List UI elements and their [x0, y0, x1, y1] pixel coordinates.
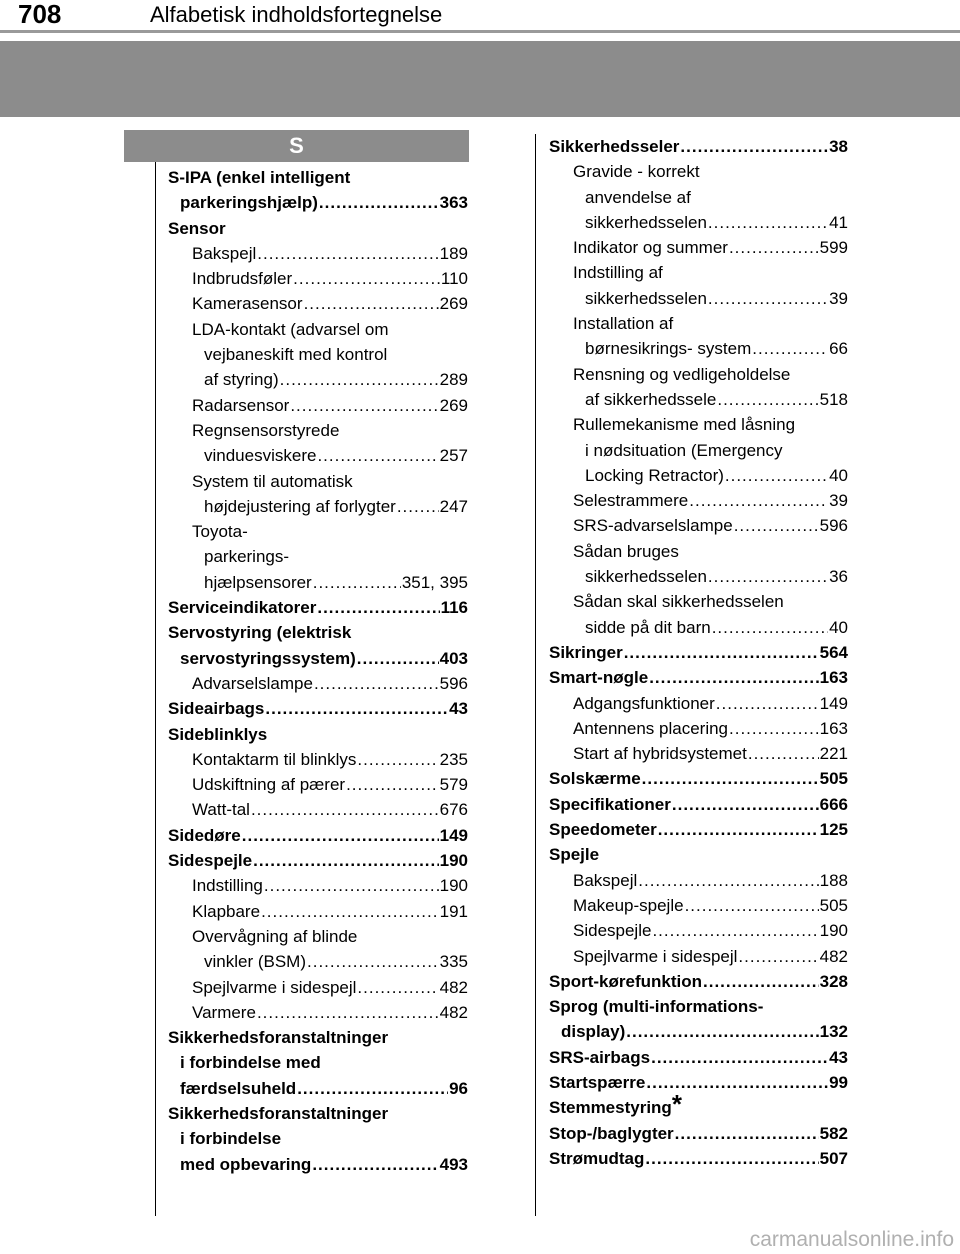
dot-leader	[257, 1000, 439, 1025]
dot-leader	[652, 918, 818, 943]
dot-leader	[638, 868, 818, 893]
dot-leader	[357, 975, 438, 1000]
index-entry	[549, 817, 848, 842]
index-entry	[168, 393, 468, 418]
entry-term: System til automatisk	[192, 471, 353, 491]
dot-leader	[280, 367, 439, 392]
index-entry	[549, 134, 848, 159]
index-entry	[549, 387, 848, 412]
entry-term: vejbaneskift med kontrol	[204, 345, 388, 365]
entry-term: sikkerhedsselen	[585, 567, 707, 587]
index-entry	[549, 716, 848, 741]
index-entry	[168, 975, 468, 1000]
dot-leader	[708, 210, 828, 235]
index-entry	[168, 317, 468, 342]
entry-page-number: 163	[819, 668, 848, 688]
entry-term: Selestrammere	[573, 491, 689, 511]
entry-term: af styring)	[204, 370, 279, 390]
entry-term: Indstilling af	[573, 263, 663, 283]
index-entry	[168, 1152, 468, 1177]
entry-term: vinduesviskere	[204, 446, 317, 466]
entry-page-number: 38	[829, 137, 848, 156]
entry-term: med opbevaring	[180, 1154, 312, 1174]
entry-term: Sådan bruges	[573, 541, 679, 561]
entry-term: parkerings-	[204, 547, 290, 567]
index-entry	[549, 488, 848, 513]
dot-leader	[716, 691, 819, 716]
entry-page-number: 403	[439, 648, 468, 668]
entry-page-number: 505	[819, 769, 848, 789]
index-entry	[168, 342, 468, 367]
index-entry	[549, 1045, 848, 1070]
entry-page-number: 190	[819, 921, 848, 941]
entry-term: Watt-tal	[192, 800, 250, 820]
dot-leader	[712, 615, 828, 640]
entry-term: SRS-airbags	[549, 1047, 651, 1067]
entry-page-number: 132	[819, 1022, 848, 1042]
dot-leader	[680, 134, 828, 159]
dot-leader	[642, 766, 819, 791]
dot-leader	[312, 1152, 438, 1177]
index-entry	[549, 185, 848, 210]
dot-leader	[346, 772, 439, 797]
entry-term: højdejustering af forlygter	[204, 496, 396, 516]
index-entry	[168, 646, 468, 671]
entry-page-number: 596	[439, 673, 468, 693]
index-entry	[549, 362, 848, 387]
dot-leader	[626, 1019, 818, 1044]
index-column-left	[168, 165, 468, 1177]
entry-page-number: 99	[829, 1072, 848, 1092]
index-entry	[549, 210, 848, 235]
entry-term: sikkerhedsselen	[585, 288, 707, 308]
entry-term: Toyota-	[192, 522, 248, 542]
index-entry	[549, 893, 848, 918]
entry-page-number: 582	[819, 1123, 848, 1143]
left-column-rule	[155, 162, 156, 1216]
entry-term: servostyringssystem)	[180, 648, 356, 668]
entry-term: vinkler (BSM)	[204, 952, 307, 972]
dot-leader	[307, 949, 439, 974]
dot-leader	[265, 696, 448, 721]
entry-term: Sidedøre	[168, 825, 241, 845]
index-entry	[549, 412, 848, 437]
dot-leader	[317, 595, 439, 620]
entry-page-number: 116	[440, 598, 468, 618]
entry-page-number: 40	[829, 465, 848, 485]
dot-leader	[357, 747, 438, 772]
entry-page-number: 269	[439, 294, 468, 314]
entry-term: display)	[561, 1022, 626, 1042]
index-entry	[549, 286, 848, 311]
entry-page-number: 596	[819, 516, 848, 536]
entry-term: børnesikrings- system	[585, 339, 752, 359]
entry-term: Radarsensor	[192, 395, 290, 415]
entry-term: Kamerasensor	[192, 294, 303, 314]
entry-term: Sikkerhedsforanstaltninger	[168, 1103, 389, 1123]
dot-leader	[752, 336, 828, 361]
entry-term: færdselsuheld	[180, 1078, 297, 1098]
index-entry	[168, 494, 468, 519]
entry-term: Varmere	[192, 1002, 256, 1022]
entry-term: SRS-advarselslampe	[573, 516, 733, 536]
index-entry	[549, 615, 848, 640]
entry-page-number: 257	[439, 446, 468, 466]
dot-leader	[624, 640, 819, 665]
index-entry	[168, 241, 468, 266]
entry-term: Stop-/baglygter	[549, 1123, 674, 1143]
entry-term: Adgangsfunktioner	[573, 693, 715, 713]
entry-page-number: 96	[449, 1078, 468, 1098]
entry-page-number: 579	[439, 775, 468, 795]
entry-term: Indstilling	[192, 876, 263, 896]
dot-leader	[729, 716, 819, 741]
entry-term: S-IPA (enkel intelligent	[168, 168, 351, 187]
index-column-right	[549, 134, 848, 1171]
index-entry	[549, 235, 848, 260]
entry-term: Klapbare	[192, 901, 261, 921]
dot-leader	[357, 646, 439, 671]
entry-page-number: 676	[439, 800, 468, 820]
index-entry	[168, 1050, 468, 1075]
index-entry	[168, 1126, 468, 1151]
index-entry	[168, 823, 468, 848]
entry-term: Strømudtag	[549, 1148, 645, 1168]
entry-page-number: 190	[439, 876, 468, 896]
index-entry	[549, 260, 848, 285]
index-entry	[549, 159, 848, 184]
entry-page-number: 363	[439, 193, 468, 213]
dot-leader	[397, 494, 439, 519]
index-entry	[549, 691, 848, 716]
index-entry	[549, 438, 848, 463]
entry-page-number: 43	[449, 699, 468, 719]
entry-term: Kontaktarm til blinklys	[192, 749, 357, 769]
index-entry	[168, 418, 468, 443]
entry-page-number: 269	[439, 395, 468, 415]
index-entry	[549, 463, 848, 488]
dot-leader	[651, 1045, 828, 1070]
entry-term: Sprog (multi-informations-	[549, 997, 764, 1017]
entry-page-number: 163	[819, 718, 848, 738]
index-entry	[168, 367, 468, 392]
entry-page-number: 36	[829, 567, 848, 587]
dot-leader	[261, 899, 439, 924]
index-entry	[168, 722, 468, 747]
dot-leader	[675, 1121, 819, 1146]
entry-term: Sikringer	[549, 642, 623, 662]
index-entry	[168, 519, 468, 544]
entry-page-number: 564	[819, 642, 848, 662]
index-entry	[168, 1000, 468, 1025]
entry-term: Spejlvarme i sidespejl	[573, 946, 738, 966]
entry-term: LDA-kontakt (advarsel om	[192, 319, 389, 339]
dot-leader	[293, 266, 440, 291]
index-entry	[168, 899, 468, 924]
entry-term: Advarselslampe	[192, 673, 313, 693]
index-entry	[549, 539, 848, 564]
entry-term: Serviceindikatorer	[168, 598, 317, 618]
entry-page-number: 328	[819, 971, 848, 991]
entry-page-number: 235	[439, 749, 468, 769]
entry-term: Indbrudsføler	[192, 269, 293, 289]
dot-leader	[729, 235, 819, 260]
middle-column-rule	[535, 134, 536, 1216]
index-entry	[549, 336, 848, 361]
entry-term: anvendelse af	[585, 187, 691, 207]
index-entry	[549, 1019, 848, 1044]
index-entry	[168, 848, 468, 873]
index-entry	[168, 949, 468, 974]
index-entry	[168, 544, 468, 569]
dot-leader	[703, 969, 819, 994]
dot-leader	[317, 443, 438, 468]
entry-page-number: 189	[439, 243, 468, 263]
index-entry	[168, 772, 468, 797]
index-entry	[549, 665, 848, 690]
index-entry: Stemmestyring *	[549, 1089, 682, 1120]
entry-page-number: 149	[819, 693, 848, 713]
index-entry	[549, 311, 848, 336]
dot-leader	[708, 286, 828, 311]
index-entry	[168, 190, 468, 215]
index-entry	[549, 766, 848, 791]
entry-term: Gravide - korrekt	[573, 162, 700, 182]
index-entry	[168, 797, 468, 822]
index-entry	[549, 969, 848, 994]
index-entry	[168, 620, 468, 645]
header-band	[0, 41, 960, 117]
entry-term: Sideblinklys	[168, 724, 268, 744]
dot-leader	[717, 387, 818, 412]
dot-leader	[645, 1146, 818, 1171]
entry-page-number: 666	[819, 794, 848, 814]
entry-term: sidde på dit barn	[585, 617, 711, 637]
entry-term: Sikkerhedsforanstaltninger	[168, 1028, 389, 1048]
index-entry	[549, 1146, 848, 1171]
entry-term: Speedometer	[549, 820, 657, 840]
dot-leader	[649, 665, 818, 690]
entry-page-number: 221	[819, 744, 848, 764]
entry-page-number: 518	[819, 389, 848, 409]
entry-page-number: 289	[439, 370, 468, 390]
entry-term: i forbindelse	[180, 1129, 282, 1149]
entry-page-number: 41	[829, 212, 848, 232]
index-entry	[168, 469, 468, 494]
entry-term: Antennens placering	[573, 718, 729, 738]
entry-term: Specifikationer	[549, 794, 671, 814]
dot-leader	[748, 741, 819, 766]
entry-term: Sensor	[168, 218, 226, 238]
entry-term: Sport-kørefunktion	[549, 971, 702, 991]
entry-term: Startspærre	[549, 1072, 646, 1092]
entry-page-number: 351, 395	[401, 572, 468, 592]
dot-leader	[319, 190, 439, 215]
entry-term: hjælpsensorer	[204, 572, 312, 592]
page-title: Alfabetisk indholdsfortegnelse	[150, 2, 443, 27]
dot-leader	[257, 241, 438, 266]
index-entry	[168, 1101, 468, 1126]
entry-term: sikkerhedsselen	[585, 212, 707, 232]
entry-page-number: 110	[440, 269, 468, 289]
index-entry	[549, 944, 848, 969]
entry-page-number: 335	[439, 952, 468, 972]
dot-leader	[304, 291, 439, 316]
entry-term: Smart-nøgle	[549, 668, 649, 688]
dot-leader	[672, 792, 819, 817]
index-entry	[168, 570, 468, 595]
dot-leader	[658, 817, 819, 842]
entry-term: Udskiftning af pærer	[192, 775, 346, 795]
entry-term: Indikator og summer	[573, 238, 728, 258]
index-entry	[549, 1070, 848, 1095]
index-entry	[168, 595, 468, 620]
index-entry	[549, 1121, 848, 1146]
entry-term: Start af hybridsystemet	[573, 744, 747, 764]
entry-page-number: 482	[439, 1002, 468, 1022]
entry-page-number: 482	[819, 946, 848, 966]
entry-term: Sikkerhedsseler	[549, 137, 680, 156]
entry-term: Bakspejl	[573, 870, 638, 890]
entry-page-number: 188	[819, 870, 848, 890]
index-entry	[168, 1076, 468, 1101]
dot-leader	[734, 513, 819, 538]
header-divider	[0, 30, 960, 33]
index-entry	[549, 513, 848, 538]
entry-page-number: 39	[829, 288, 848, 308]
entry-page-number: 43	[829, 1047, 848, 1067]
entry-term: Sidespejle	[168, 851, 253, 871]
entry-term: Solskærme	[549, 769, 641, 789]
index-entry	[168, 671, 468, 696]
entry-term: Spejle	[549, 845, 600, 865]
watermark: carmanualsonline.info	[749, 1228, 954, 1251]
index-entry	[549, 589, 848, 614]
index-entry	[549, 842, 848, 867]
entry-term: Spejlvarme i sidespejl	[192, 977, 357, 997]
dot-leader	[685, 893, 819, 918]
index-entry	[168, 291, 468, 316]
entry-term: i forbindelse med	[180, 1053, 321, 1073]
entry-page-number: 247	[439, 496, 468, 516]
index-entry	[168, 165, 468, 190]
index-entry	[549, 741, 848, 766]
index-entry	[549, 640, 848, 665]
index-entry	[168, 266, 468, 291]
entry-page-number: 493	[439, 1154, 468, 1174]
index-entry	[168, 443, 468, 468]
entry-term: parkeringshjælp)	[180, 193, 318, 213]
entry-page-number: 39	[829, 491, 848, 511]
entry-term: Rullemekanisme med låsning	[573, 415, 796, 435]
entry-page-number: 507	[819, 1148, 848, 1168]
section-letter-header: S	[124, 130, 469, 162]
index-entry	[549, 918, 848, 943]
entry-term: Sideairbags	[168, 699, 265, 719]
entry-page-number: 149	[439, 825, 468, 845]
index-entry	[549, 792, 848, 817]
entry-page-number: 505	[819, 895, 848, 915]
entry-page-number: 482	[439, 977, 468, 997]
entry-page-number: 40	[829, 617, 848, 637]
entry-term: Overvågning af blinde	[192, 926, 358, 946]
index-entry	[549, 994, 848, 1019]
entry-term: i nødsituation (Emergency	[585, 440, 783, 460]
entry-page-number: 66	[829, 339, 848, 359]
dot-leader	[264, 873, 439, 898]
entry-term: Locking Retractor)	[585, 465, 724, 485]
entry-page-number: 599	[819, 238, 848, 258]
entry-term: Sådan skal sikkerhedsselen	[573, 592, 784, 612]
entry-term: Rensning og vedligeholdelse	[573, 364, 791, 384]
entry-term: Stemmestyring	[549, 1098, 672, 1118]
entry-term: Servostyring (elektrisk	[168, 623, 352, 643]
entry-page-number: 125	[819, 820, 848, 840]
dot-leader	[314, 671, 439, 696]
dot-leader	[313, 570, 401, 595]
entry-term: Installation af	[573, 314, 674, 334]
entry-page-number: 190	[439, 851, 468, 871]
entry-term: Makeup-spejle	[573, 895, 684, 915]
dot-leader	[725, 463, 828, 488]
dot-leader	[290, 393, 438, 418]
entry-term: Bakspejl	[192, 243, 257, 263]
dot-leader	[253, 848, 439, 873]
index-entry	[168, 696, 468, 721]
index-entry	[549, 564, 848, 589]
index-entry	[168, 873, 468, 898]
index-entry	[168, 1025, 468, 1050]
dot-leader	[251, 797, 439, 822]
dot-leader	[297, 1076, 448, 1101]
entry-term: Regnsensorstyrede	[192, 420, 340, 440]
dot-leader	[738, 944, 818, 969]
index-entry	[168, 747, 468, 772]
entry-term: af sikkerhedssele	[585, 389, 717, 409]
index-entry	[168, 216, 468, 241]
entry-page-number: 191	[439, 901, 468, 921]
entry-term: Sidespejle	[573, 921, 652, 941]
index-entry	[168, 924, 468, 949]
index-entry	[549, 868, 848, 893]
page-number: 708	[18, 0, 62, 29]
dot-leader	[708, 564, 828, 589]
dot-leader	[689, 488, 828, 513]
dot-leader	[242, 823, 439, 848]
